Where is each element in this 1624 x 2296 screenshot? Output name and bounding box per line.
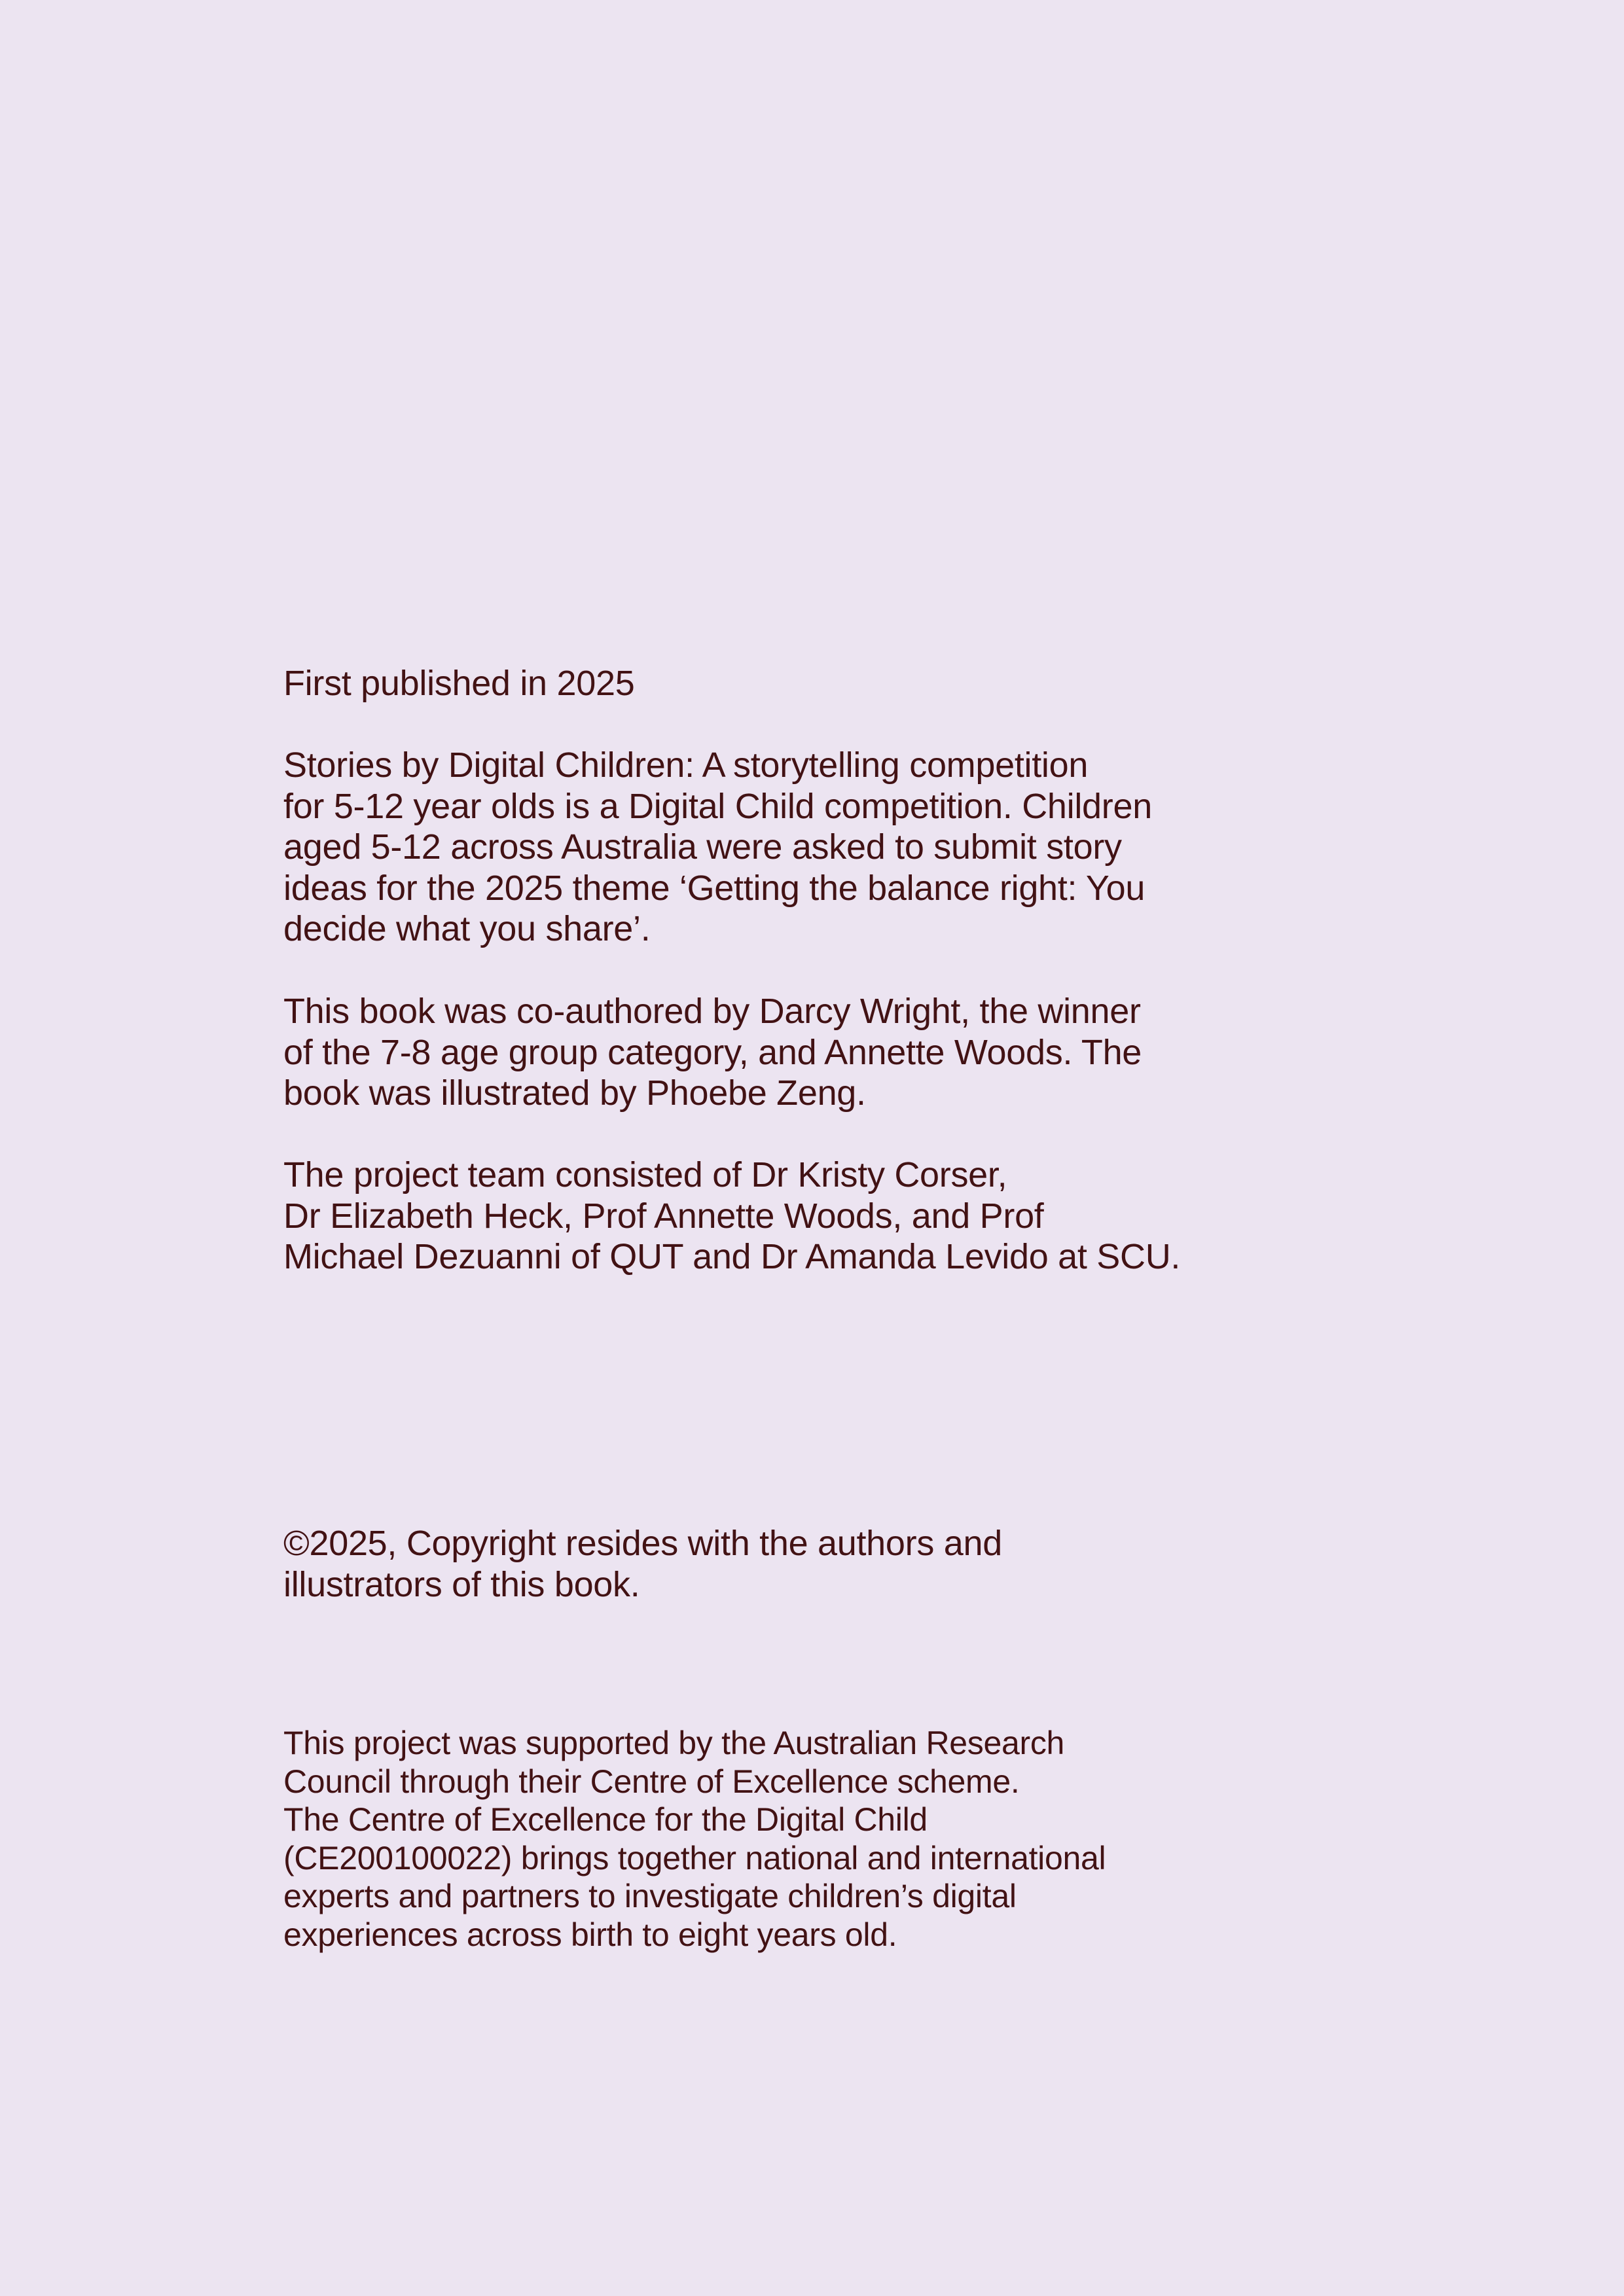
first-published-line: First published in 2025 <box>283 664 635 703</box>
copyright-notice: ©2025, Copyright resides with the authors and illustrators of this book. <box>283 1524 1002 1604</box>
competition-description: Stories by Digital Children: A storytelling competition for 5-12 year olds is a Digital Child competition. Children aged 5-12 across Australia were asked to submit story ideas for the 2025 theme ‘Getting the balance right: You decide what you share’. <box>283 745 1152 948</box>
project-team-statement: The project team consisted of Dr Kristy Corser, Dr Elizabeth Heck, Prof Annette Woods, and Prof Michael Dezuanni of QUT and Dr Amanda Levido at SCU. <box>283 1155 1181 1276</box>
funding-acknowledgement: This project was supported by the Australian Research Council through their Centre of Excellence scheme. The Centre of Excellence for the Digital Child (CE200100022) brings together national and international experts and partners to investigate children’s digital experiences across birth to eight years old. <box>283 1725 1106 1953</box>
authorship-statement: This book was co-authored by Darcy Wright, the winner of the 7-8 age group category, and Annette Woods. The book was illustrated by Phoebe Zeng. <box>283 992 1142 1113</box>
